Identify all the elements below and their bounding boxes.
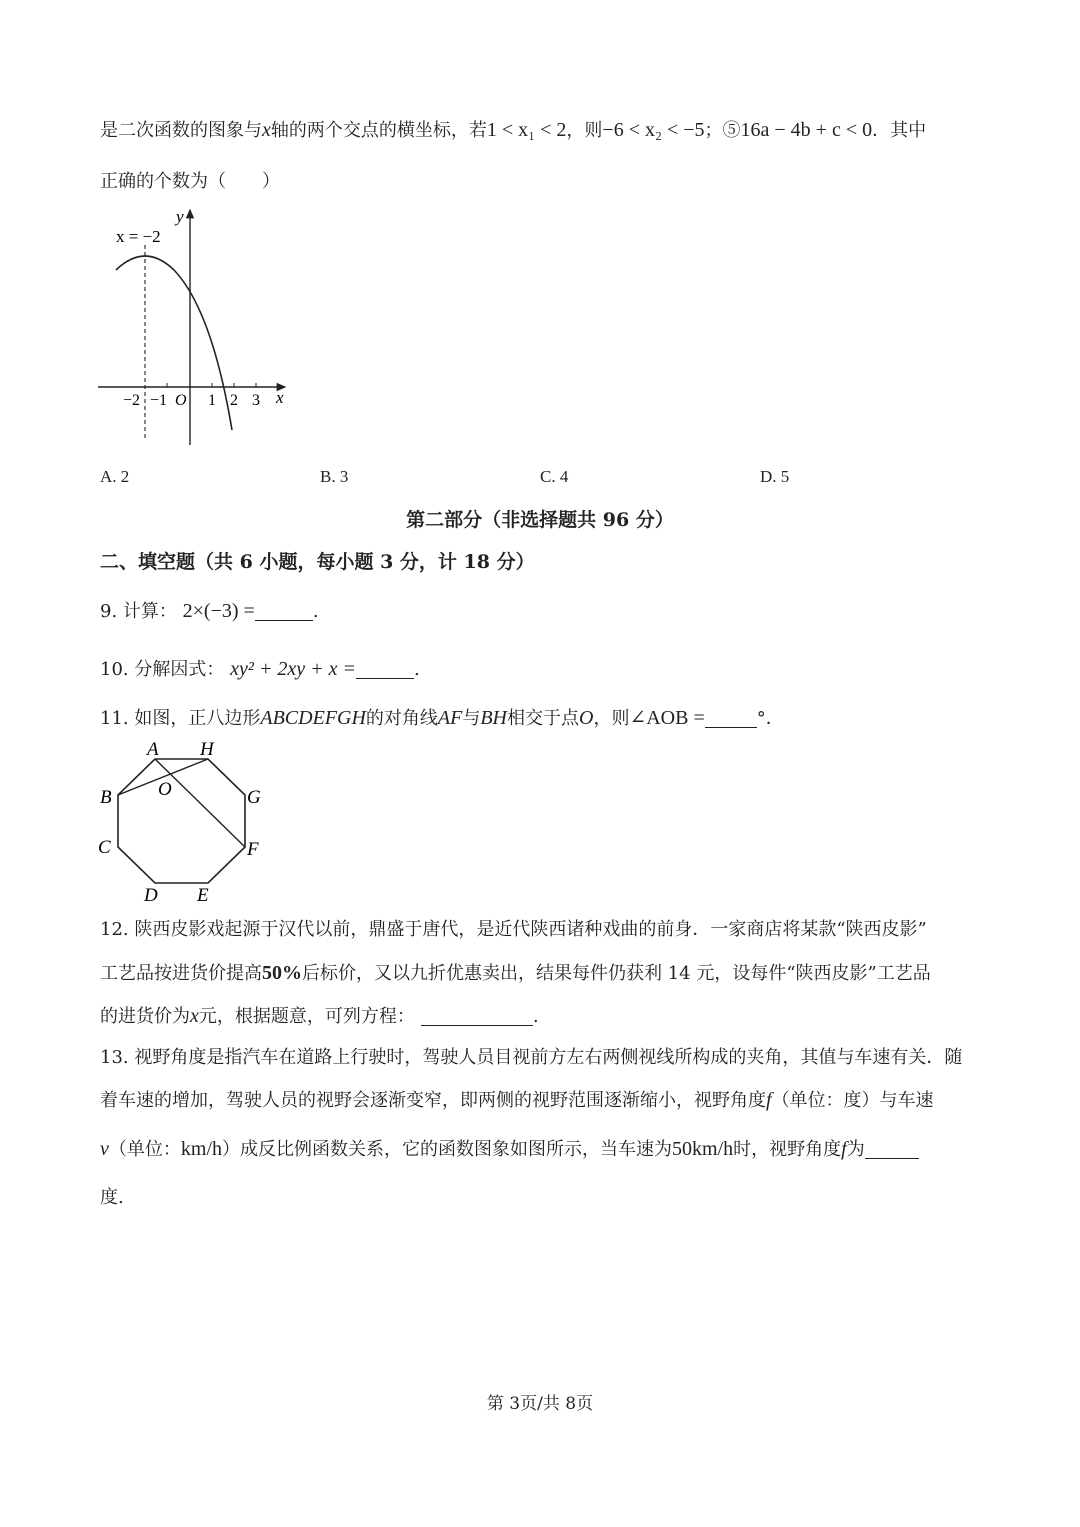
- var-x: x: [262, 119, 271, 141]
- q9-expression: 2×(−3) =: [182, 600, 255, 622]
- tick-label: −2: [123, 392, 141, 409]
- option-c[interactable]: C. 4: [540, 467, 569, 486]
- part2-heading: 第二部分（非选择题共 96 分）: [406, 509, 674, 531]
- q8-text: 轴的两个交点的横坐标，若: [270, 120, 487, 141]
- tick-label: 1: [208, 392, 216, 409]
- q12-line2: 工艺品按进货价提高50%后标价，又以九折优惠卖出，结果每件仍获利 14 元，设每件“陕西皮影”工艺品: [100, 962, 931, 984]
- tick-label: −1: [150, 392, 168, 409]
- q8-item-5: 16a − 4b + c < 0: [740, 119, 873, 141]
- axis-label-line: x = −2: [116, 227, 161, 246]
- vertex-label: B: [100, 787, 112, 808]
- q10-answer-blank[interactable]: [356, 660, 414, 679]
- option-d[interactable]: D. 5: [760, 467, 790, 486]
- origin-label: O: [175, 392, 187, 409]
- q8-line1: [100, 118, 926, 143]
- q10-expression: xy² + 2xy + x =: [230, 658, 356, 680]
- vertex-label: F: [247, 839, 259, 860]
- vertex-label: H: [200, 739, 214, 760]
- q11: 11. 如图，正八边形ABCDEFGH的对角线AF与BH相交于点O，则∠AOB = °．: [100, 707, 784, 729]
- q12-line1: 12. 陕西皮影戏起源于汉代以前，鼎盛于唐代，是近代陕西诸种戏曲的前身．一家商店将某款“陕西皮影”: [100, 919, 927, 940]
- q8-text: ，则: [566, 120, 603, 141]
- diagonal-af: [155, 759, 245, 847]
- vertex-label: C: [98, 837, 111, 858]
- vertex-label: G: [247, 787, 261, 808]
- octagon-figure: [90, 735, 280, 910]
- tick-label: 2: [230, 392, 238, 409]
- q8-text: 是二次函数的图象与: [100, 120, 262, 141]
- intersection-label: O: [158, 779, 172, 800]
- q11-angle: ∠AOB =: [629, 707, 705, 729]
- q13-unit: km/h: [180, 1138, 223, 1160]
- q10: 10. 分解因式： xy² + 2xy + x = .: [100, 658, 420, 680]
- section2-heading: 二、填空题（共 6 小题，每小题 3 分，计 18 分）: [100, 551, 535, 573]
- q9-answer-blank[interactable]: [255, 602, 313, 621]
- q12-percent: 50%: [262, 962, 302, 984]
- parabola-graph: [90, 200, 300, 450]
- octagon: [118, 759, 245, 883]
- option-b[interactable]: B. 3: [320, 467, 349, 486]
- q13-line1: 13. 视野角度是指汽车在道路上行驶时，驾驶人员目视前方左右两侧视线所构成的夹角，其值与车速有关．随: [100, 1047, 963, 1068]
- q13-answer-blank[interactable]: [865, 1140, 919, 1159]
- tick-label: 3: [252, 392, 260, 409]
- vertex-label: A: [147, 739, 159, 760]
- vertex-label: D: [144, 885, 158, 906]
- q12-line3: 的进货价为x元，根据题意，可列方程： .: [100, 1005, 539, 1027]
- q8-item-marker: ；⑤: [704, 120, 741, 141]
- x-axis-label: x: [276, 388, 284, 407]
- q12-answer-blank[interactable]: [421, 1007, 533, 1026]
- q10-label: 10. 分解因式：: [100, 659, 225, 680]
- octagon-name: ABCDEFGH: [260, 707, 366, 729]
- option-a[interactable]: A. 2: [100, 467, 130, 486]
- q8-text: ．其中: [872, 120, 927, 141]
- q13-speed: 50km/h: [672, 1138, 734, 1160]
- q13-line3: v（单位：km/h）成反比例函数关系，它的函数图象如图所示，当车速为50km/h时，视野角度f为: [100, 1137, 919, 1162]
- q8-condition-2: −6 < x₂ < −5: [602, 119, 705, 141]
- q11-answer-blank[interactable]: [705, 709, 757, 728]
- q9-label: 9. 计算：: [100, 601, 177, 622]
- vertex-label: E: [197, 885, 209, 906]
- q13-line2: 着车速的增加，驾驶人员的视野会逐渐变窄，即两侧的视野范围逐渐缩小，视野角度f（单位：度）与车速: [100, 1089, 934, 1111]
- y-axis-label: y: [176, 207, 184, 226]
- q8-condition-1: 1 < x₁ < 2: [486, 119, 567, 141]
- q9: 9. 计算： 2×(−3) = .: [100, 600, 319, 622]
- q8-line2: 正确的个数为（ ）: [100, 171, 280, 192]
- page-footer: 第 3页/共 8页: [486, 1394, 594, 1414]
- q13-line4: 度.: [100, 1187, 124, 1208]
